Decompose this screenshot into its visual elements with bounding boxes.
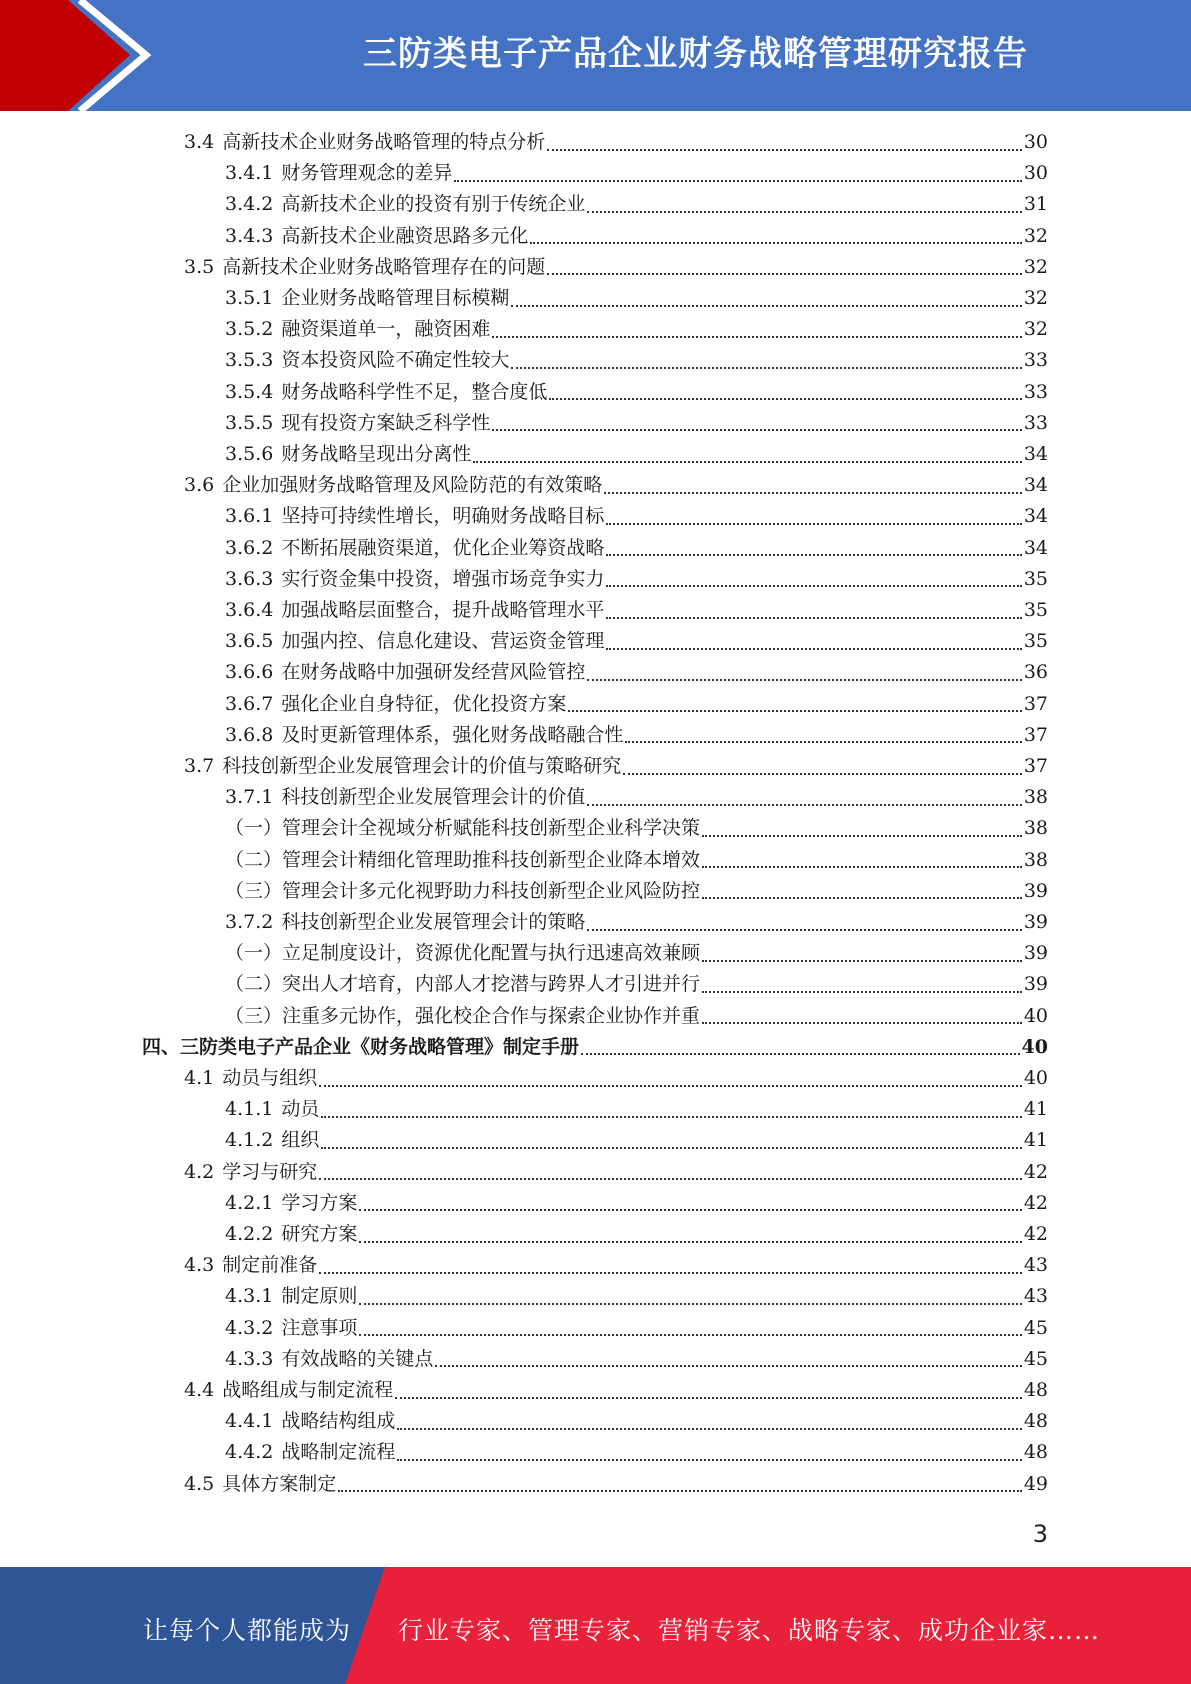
toc-entry-title: （一）立足制度设计，资源优化配置与执行迅速高效兼顾 <box>225 942 701 965</box>
toc-dot-leader <box>625 741 1021 743</box>
toc-entry-page: 36 <box>1023 661 1048 684</box>
toc-entry[interactable] <box>225 1001 1048 1032</box>
toc-entry[interactable] <box>184 751 1048 782</box>
toc-entry-page: 39 <box>1023 879 1048 902</box>
toc-entry[interactable] <box>184 470 1048 501</box>
toc-entry[interactable] <box>225 1437 1048 1468</box>
toc-dot-leader <box>359 1241 1021 1243</box>
toc-entry-page: 38 <box>1023 786 1048 809</box>
toc-entry-title: 高新技术企业财务战略管理存在的问题 <box>222 255 546 278</box>
toc-entry-page: 41 <box>1023 1129 1048 1152</box>
toc-dot-leader <box>359 1334 1021 1336</box>
toc-entry-page: 34 <box>1023 443 1048 465</box>
toc-entry-number: 4.1.2 <box>225 1129 274 1152</box>
toc-entry-number: 3.7.1 <box>225 786 274 809</box>
toc-entry-number: 3.4.3 <box>225 224 274 247</box>
toc-entry-page: 35 <box>1023 630 1048 653</box>
toc-dot-leader <box>473 461 1021 463</box>
toc-entry-page: 43 <box>1023 1254 1048 1277</box>
toc-entry-title: 科技创新型企业发展管理会计的价值与策略研究 <box>222 755 622 777</box>
toc-entry[interactable] <box>184 1375 1048 1406</box>
toc-dot-leader <box>623 773 1022 775</box>
toc-entry-page: 40 <box>1021 1035 1048 1058</box>
toc-entry-title: 战略制定流程 <box>281 1441 396 1464</box>
toc-dot-leader <box>702 835 1022 837</box>
toc-entry-number: 3.4 <box>184 131 215 153</box>
toc-entry-page: 37 <box>1023 692 1048 715</box>
toc-entry-page: 35 <box>1023 599 1048 621</box>
toc-entry-title: 战略组成与制定流程 <box>222 1379 394 1401</box>
toc-entry-title: 高新技术企业融资思路多元化 <box>281 224 529 247</box>
toc-entry-page: 37 <box>1023 723 1048 746</box>
toc-entry-number: 4.1 <box>184 1067 215 1089</box>
toc-entry-number: 3.4.1 <box>225 162 274 185</box>
toc-entry-page: 33 <box>1023 411 1048 434</box>
toc-entry[interactable] <box>225 595 1048 626</box>
toc-entry-number: 3.5.6 <box>225 443 274 465</box>
toc-dot-leader <box>547 273 1022 275</box>
toc-entry[interactable] <box>225 1406 1048 1437</box>
toc-entry-page: 34 <box>1023 474 1048 497</box>
toc-entry-title: 资本投资风险不确定性较大 <box>281 349 510 372</box>
toc-dot-leader <box>319 1178 1022 1180</box>
toc-dot-leader <box>321 1147 1021 1149</box>
toc-entry-title: 有效战略的关键点 <box>281 1347 434 1370</box>
toc-entry-number: 4.4.1 <box>225 1410 274 1433</box>
toc-entry[interactable] <box>184 1469 1048 1500</box>
toc-dot-leader <box>359 1303 1021 1305</box>
toc-entry-number: 4.5 <box>184 1472 215 1495</box>
toc-entry-page: 34 <box>1023 536 1048 559</box>
toc-entry[interactable] <box>225 657 1048 688</box>
toc-entry-title: （三）管理会计多元化视野助力科技创新型企业风险防控 <box>225 879 701 902</box>
toc-entry-title: 财务战略呈现出分离性 <box>281 443 472 465</box>
footer-slogan-right: 行业专家、管理专家、营销专家、战略专家、成功企业家…… <box>398 1616 1101 1645</box>
toc-entry[interactable] <box>225 689 1048 720</box>
toc-dot-leader <box>587 211 1021 213</box>
toc-entry-page: 39 <box>1023 911 1048 933</box>
toc-entry-number: 3.6.3 <box>225 567 274 590</box>
toc-dot-leader <box>547 149 1022 151</box>
toc-entry-page: 30 <box>1023 131 1048 153</box>
toc-dot-leader <box>338 1490 1022 1492</box>
toc-entry-title: 研究方案 <box>281 1223 358 1245</box>
toc-entry-page: 39 <box>1023 942 1048 965</box>
toc-entry-number: 4.4.2 <box>225 1441 274 1464</box>
toc-entry-page: 32 <box>1023 287 1048 309</box>
toc-entry[interactable] <box>225 189 1048 220</box>
toc-entry-title: 科技创新型企业发展管理会计的价值 <box>281 786 586 809</box>
toc-dot-leader <box>454 180 1021 182</box>
toc-entry-number: 3.7 <box>184 755 215 777</box>
toc-entry-page: 32 <box>1023 224 1048 247</box>
toc-entry-number: 3.5.3 <box>225 349 274 372</box>
toc-entry-title: 财务战略科学性不足，整合度低 <box>281 380 548 403</box>
toc-entry[interactable] <box>225 1281 1048 1312</box>
toc-entry[interactable] <box>225 876 1048 907</box>
toc-dot-leader <box>435 1365 1021 1367</box>
toc-entry[interactable] <box>225 314 1048 345</box>
toc-dot-leader <box>511 367 1021 369</box>
toc-entry[interactable] <box>225 408 1048 439</box>
toc-entry[interactable] <box>184 1063 1048 1094</box>
toc-entry[interactable] <box>225 564 1048 595</box>
toc-entry[interactable] <box>225 626 1048 657</box>
toc-dot-leader <box>319 1272 1022 1274</box>
toc-entry-page: 35 <box>1023 567 1048 590</box>
toc-entry-page: 42 <box>1023 1160 1048 1183</box>
toc-entry[interactable] <box>225 345 1048 376</box>
toc-entry[interactable] <box>142 1032 1048 1063</box>
toc-entry[interactable] <box>225 969 1048 1000</box>
toc-entry[interactable] <box>225 1125 1048 1156</box>
toc-entry-page: 40 <box>1023 1004 1048 1027</box>
toc-entry-page: 32 <box>1023 255 1048 278</box>
toc-entry-title: 强化企业自身特征，优化投资方案 <box>281 692 567 715</box>
toc-dot-leader <box>702 866 1022 868</box>
toc-entry[interactable] <box>225 283 1048 314</box>
page-header <box>0 0 1191 111</box>
toc-entry[interactable] <box>225 1344 1048 1375</box>
toc-entry-number: 4.4 <box>184 1379 215 1401</box>
toc-entry-page: 42 <box>1023 1191 1048 1214</box>
toc-entry-number: 3.6.6 <box>225 661 274 684</box>
page-number: 3 <box>1032 1520 1048 1548</box>
toc-dot-leader <box>492 429 1021 431</box>
toc-dot-leader <box>492 336 1021 338</box>
toc-dot-leader <box>606 617 1021 619</box>
toc-entry-title: （二）突出人才培育，内部人才挖潜与跨界人才引进并行 <box>225 973 701 996</box>
toc-entry-page: 48 <box>1023 1410 1048 1433</box>
toc-entry-title: （二）管理会计精细化管理助推科技创新型企业降本增效 <box>225 848 701 871</box>
toc-entry-title: （三）注重多元协作，强化校企合作与探索企业协作并重 <box>225 1004 701 1027</box>
toc-entry-page: 49 <box>1023 1472 1048 1495</box>
toc-dot-leader <box>321 1116 1021 1118</box>
toc-dot-leader <box>395 1397 1022 1399</box>
toc-entry-page: 31 <box>1023 193 1048 216</box>
toc-entry-page: 48 <box>1023 1379 1048 1401</box>
toc-entry-title: 战略结构组成 <box>281 1410 396 1433</box>
toc-dot-leader <box>604 492 1022 494</box>
toc-entry[interactable] <box>225 845 1048 876</box>
toc-entry-title: 财务管理观念的差异 <box>281 162 453 185</box>
toc-entry[interactable] <box>225 439 1048 470</box>
toc-entry-number: 3.4.2 <box>225 193 274 216</box>
document-title: 三防类电子产品企业财务战略管理研究报告 <box>363 34 1028 74</box>
toc-entry-title: 具体方案制定 <box>222 1472 337 1495</box>
toc-entry-page: 48 <box>1023 1441 1048 1464</box>
toc-entry[interactable] <box>225 221 1048 252</box>
footer-slogan-left: 让每个人都能成为 <box>143 1616 352 1645</box>
toc-entry-number: 3.6.2 <box>225 536 274 559</box>
toc-entry-page: 34 <box>1023 505 1048 528</box>
toc-entry-title: 动员 <box>281 1098 320 1121</box>
header-chevron-graphic <box>0 0 160 111</box>
toc-entry-page: 33 <box>1023 349 1048 372</box>
toc-entry-number: 4.2 <box>184 1160 215 1183</box>
red-chevron <box>0 0 130 111</box>
toc-entry-title: 企业财务战略管理目标模糊 <box>281 287 510 309</box>
toc-dot-leader <box>587 679 1021 681</box>
toc-entry-title: 及时更新管理体系，强化财务战略融合性 <box>281 723 624 746</box>
toc-entry-number: 3.5.2 <box>225 318 274 341</box>
toc-dot-leader <box>606 554 1021 556</box>
toc-entry-title: 融资渠道单一，融资困难 <box>281 318 491 341</box>
toc-entry-number: 4.2.1 <box>225 1191 274 1214</box>
toc-entry-number: 3.6.5 <box>225 630 274 653</box>
toc-entry-title: 科技创新型企业发展管理会计的策略 <box>281 911 586 933</box>
toc-entry-page: 30 <box>1023 162 1048 185</box>
toc-entry-number: 3.5.4 <box>225 380 274 403</box>
toc-entry-title: 制定原则 <box>281 1285 358 1308</box>
toc-entry[interactable] <box>225 1094 1048 1125</box>
toc-entry[interactable] <box>225 1219 1048 1250</box>
toc-entry-title: 学习与研究 <box>222 1160 318 1183</box>
toc-entry-title: 坚持可持续性增长，明确财务战略目标 <box>281 505 605 528</box>
toc-entry-number: 3.6.8 <box>225 723 274 746</box>
toc-entry-page: 39 <box>1023 973 1048 996</box>
toc-entry[interactable] <box>225 720 1048 751</box>
toc-entry-title: （一）管理会计全视域分析赋能科技创新型企业科学决策 <box>225 817 701 840</box>
toc-entry-page: 37 <box>1023 755 1048 777</box>
toc-entry-number: 4.2.2 <box>225 1223 274 1245</box>
toc-entry-number: 4.3 <box>184 1254 215 1277</box>
toc-entry-number: 3.6 <box>184 474 215 497</box>
toc-dot-leader <box>606 585 1021 587</box>
toc-entry-page: 32 <box>1023 318 1048 341</box>
toc-entry-number: 3.6.1 <box>225 505 274 528</box>
toc-entry-title: 组织 <box>281 1129 320 1152</box>
toc-entry-title: 不断拓展融资渠道，优化企业筹资战略 <box>281 536 605 559</box>
toc-dot-leader <box>587 929 1021 931</box>
toc-entry-title: 注意事项 <box>281 1316 358 1339</box>
toc-dot-leader <box>581 1053 1020 1055</box>
toc-entry[interactable] <box>225 501 1048 532</box>
toc-entry-number: 4.3.3 <box>225 1347 274 1370</box>
toc-entry-page: 45 <box>1023 1347 1048 1370</box>
toc-entry-title: 在财务战略中加强研发经营风险管控 <box>281 661 586 684</box>
toc-dot-leader <box>397 1428 1021 1430</box>
toc-entry[interactable] <box>225 377 1048 408</box>
toc-entry-number: 3.7.2 <box>225 911 274 933</box>
toc-entry[interactable] <box>225 938 1048 969</box>
toc-entry[interactable] <box>184 252 1048 283</box>
toc-entry[interactable] <box>184 127 1048 158</box>
toc-entry[interactable] <box>225 813 1048 844</box>
toc-entry-number: 3.6.7 <box>225 692 274 715</box>
toc-dot-leader <box>702 897 1022 899</box>
toc-entry[interactable] <box>184 1250 1048 1281</box>
toc-entry-title: 企业加强财务战略管理及风险防范的有效策略 <box>222 474 603 497</box>
toc-dot-leader <box>587 804 1021 806</box>
toc-dot-leader <box>606 523 1021 525</box>
toc-entry[interactable] <box>225 1188 1048 1219</box>
toc-dot-leader <box>568 710 1021 712</box>
toc-entry-number: 4.3.1 <box>225 1285 274 1308</box>
toc-entry-title: 现有投资方案缺乏科学性 <box>281 411 491 434</box>
toc-entry-page: 38 <box>1023 817 1048 840</box>
toc-entry-title: 学习方案 <box>281 1191 358 1214</box>
toc-entry-title: 制定前准备 <box>222 1254 318 1277</box>
toc-entry[interactable] <box>225 533 1048 564</box>
toc-entry[interactable] <box>225 1313 1048 1344</box>
toc-entry-title: 高新技术企业的投资有别于传统企业 <box>281 193 586 216</box>
toc-entry-title: 加强战略层面整合，提升战略管理水平 <box>281 599 605 621</box>
toc-dot-leader <box>397 1459 1021 1461</box>
toc-dot-leader <box>530 242 1021 244</box>
toc-dot-leader <box>606 648 1021 650</box>
toc-dot-leader <box>702 960 1022 962</box>
toc-dot-leader <box>549 398 1021 400</box>
toc-entry-title: 加强内控、信息化建设、营运资金管理 <box>281 630 605 653</box>
toc-entry-page: 42 <box>1023 1223 1048 1245</box>
toc-entry-title: 动员与组织 <box>222 1067 318 1089</box>
toc-dot-leader <box>702 1022 1022 1024</box>
toc-entry-title: 实行资金集中投资，增强市场竞争实力 <box>281 567 605 590</box>
toc-entry[interactable] <box>225 907 1048 938</box>
toc-entry-number: 3.5.5 <box>225 411 274 434</box>
toc-entry-number: 4.3.2 <box>225 1316 274 1339</box>
toc-entry-page: 43 <box>1023 1285 1048 1308</box>
toc-entry-title: 高新技术企业财务战略管理的特点分析 <box>222 131 546 153</box>
toc-entry[interactable] <box>225 158 1048 189</box>
toc-entry-title: 四、三防类电子产品企业《财务战略管理》制定手册 <box>142 1035 580 1058</box>
toc-entry[interactable] <box>225 782 1048 813</box>
toc-dot-leader <box>319 1085 1022 1087</box>
toc-entry-page: 33 <box>1023 380 1048 403</box>
toc-entry-number: 3.5.1 <box>225 287 274 309</box>
toc-entry-page: 38 <box>1023 848 1048 871</box>
toc-entry-number: 4.1.1 <box>225 1098 274 1121</box>
toc-entry-page: 41 <box>1023 1098 1048 1121</box>
toc-entry-page: 40 <box>1023 1067 1048 1089</box>
toc-entry-number: 3.6.4 <box>225 599 274 621</box>
toc-dot-leader <box>359 1209 1021 1211</box>
toc-entry[interactable] <box>184 1157 1048 1188</box>
toc-entry-number: 3.5 <box>184 255 215 278</box>
page-footer <box>0 1567 1191 1684</box>
toc-entry-page: 45 <box>1023 1316 1048 1339</box>
toc-dot-leader <box>702 991 1022 993</box>
toc-dot-leader <box>511 305 1021 307</box>
